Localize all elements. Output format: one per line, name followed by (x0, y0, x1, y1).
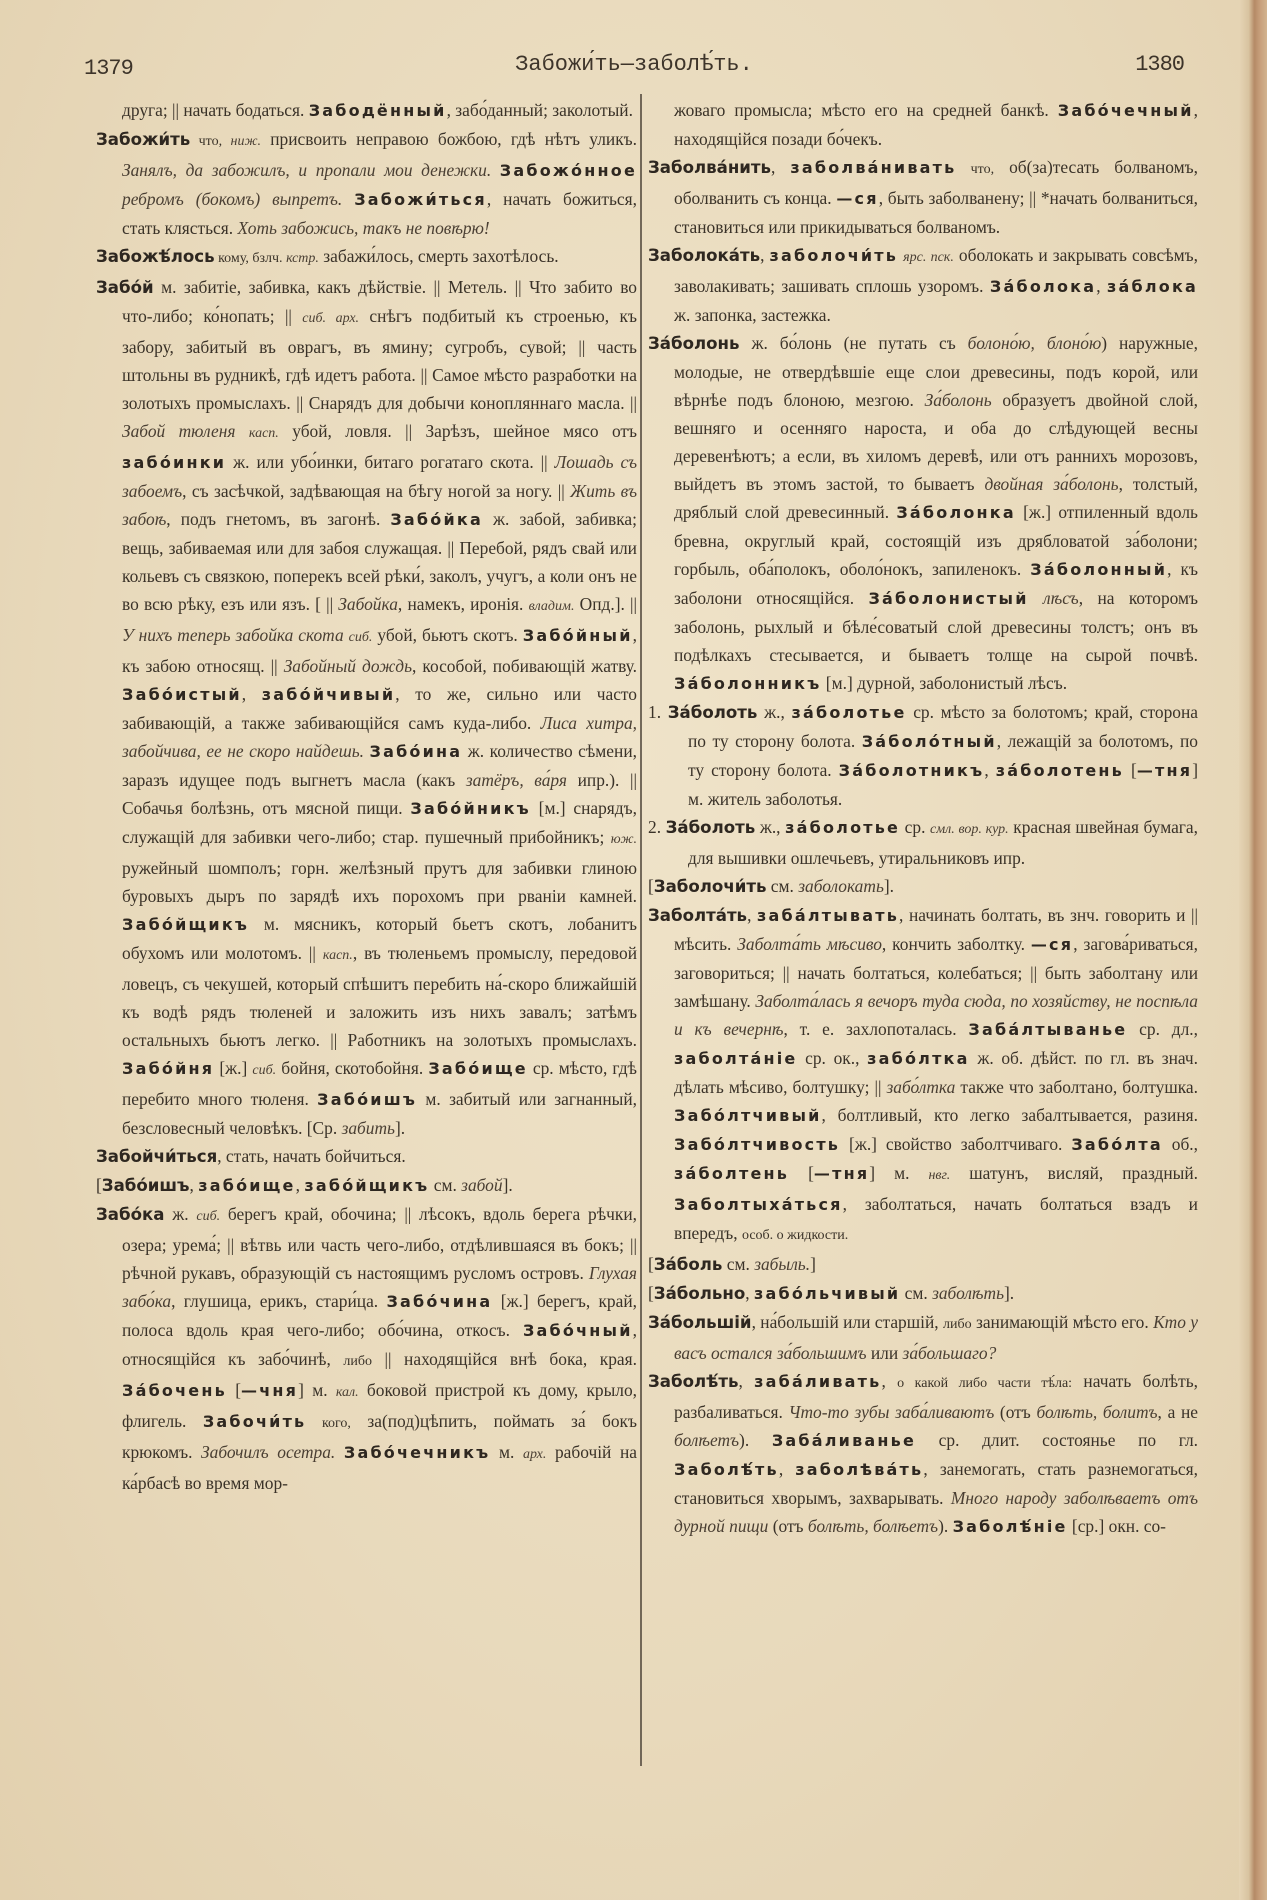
example-italic: Забой тюленя (122, 421, 236, 441)
example-italic: Много народу заболѣваетъ отъ дурной пищи (674, 1488, 1199, 1536)
definition-text: ). (739, 1430, 772, 1450)
definition-text: см. (722, 1254, 755, 1274)
example-italic: забой (461, 1175, 503, 1195)
definition-text: , забо́данный; заколотый. (446, 100, 633, 120)
definition-text: , къ заболони относящійся. (674, 559, 1198, 608)
definition-text: , въ тюленьемъ промыслу, передовой ловецъ, съ чекушей, который спѣшитъ перебить на́-скоро ближайшій къ водѣ рядъ тюленей и заложить изъ нихъ завалъ; затѣмъ остальныхъ бьютъ легко. || Работникъ на золотыхъ промыслахъ. (122, 943, 638, 1050)
headword: За́болоть (665, 818, 756, 837)
derived-headword: Заболѣ́ть (674, 1460, 779, 1479)
definition-text: ж. количество сѣмени, заразъ идущее подъ выгнетъ масла (какъ (122, 741, 637, 790)
definition-text: ] м. (298, 1380, 336, 1400)
derived-headword: забо́льчивый (754, 1284, 901, 1303)
derived-headword: За́боло́тный (861, 732, 997, 751)
definition-text: также что заболтано, болтушка. (955, 1077, 1198, 1097)
example-italic: У нихъ теперь забойка скота (122, 625, 344, 645)
definition-text: бойня, скотобойня. (276, 1058, 429, 1078)
derived-headword: Забочи́ть (202, 1412, 307, 1431)
derived-headword: За́болонный (1030, 560, 1168, 579)
derived-headword: Забо́йникъ (410, 799, 531, 818)
derived-headword: заба́ливать (754, 1372, 882, 1391)
definition-text: , (881, 1371, 898, 1391)
headword: Забо́ка (96, 1205, 165, 1224)
region-abbrev: сиб. арх. (302, 311, 360, 326)
derived-headword: Забо́йка (390, 510, 483, 529)
example-italic: лѣсъ (1043, 588, 1079, 608)
example-italic: заболѣть (932, 1283, 1004, 1303)
derived-headword: забо́йщикъ (304, 1176, 430, 1195)
definition-text: забажи́лось, смерть захотѣлось. (318, 246, 559, 266)
headword: Забо́ишъ (101, 1176, 190, 1195)
derived-headword: За́болотникъ (838, 761, 985, 780)
definition-text: об., (1162, 1134, 1198, 1154)
derived-headword: Забо́лта (1071, 1135, 1163, 1154)
dictionary-entry (648, 1279, 1198, 1308)
definition-text: , начинать болтать, въ знч. говорить и || мѣсить. (674, 905, 1198, 954)
definition-text: [ (648, 1254, 654, 1274)
definition-text: [ж.] свойство заболтчиваго. (840, 1134, 1072, 1154)
definition-text: [ (789, 1163, 814, 1183)
definition-text: м. забитіе, забивка, какъ дѣйствіе. || Метель. || Что забито во что-либо; ко́нопать; || (122, 277, 637, 326)
definition-text: см. (900, 1283, 933, 1303)
definition-text: , (771, 157, 791, 177)
definition-text: (отъ (994, 1402, 1037, 1422)
headword: Забожѣ́лось (96, 247, 215, 266)
definition-text: шатунъ, висляй, праздный. (950, 1163, 1199, 1183)
headword: За́болоть (667, 703, 758, 722)
example-italic: Что-то зубы заба́ливаютъ (788, 1402, 995, 1422)
definition-text: , стать, начать бойчиться. (217, 1146, 406, 1166)
derived-headword: За́бочень (122, 1381, 227, 1400)
derived-headword: забо́ище (198, 1176, 296, 1195)
definition-text: , намекъ, иронія. (397, 594, 529, 614)
definition-text: , (747, 905, 757, 925)
definition-text: , (738, 1371, 755, 1391)
definition-text: ж. запонка, застежка. (674, 305, 831, 325)
definition-text: ]. (1004, 1283, 1015, 1303)
definition-text: [м.] снарядъ, служащій для забивки чего-либо; стар. пушечный прибойникъ; (122, 798, 637, 847)
definition-text: друга; || начать бодаться. (122, 100, 309, 120)
definition-text: ] м. житель заболотья. (688, 760, 1199, 809)
derived-headword: Забо́лтчивый (674, 1106, 822, 1125)
region-abbrev: сиб. (348, 630, 373, 645)
definition-text: , (778, 1459, 796, 1479)
definition-text: , а не (1157, 1402, 1198, 1422)
definition-text: оболокать и закрывать совсѣмъ, заволакивать; зашивать сплошь узоромъ. (674, 245, 1199, 296)
definition-text: [ср.] окн. со- (1067, 1516, 1166, 1536)
example-italic: забить (341, 1118, 395, 1138)
definition-text: , на́большій или старшій, (751, 1312, 943, 1332)
derived-headword: Забо́йный (522, 626, 633, 645)
derived-headword: Забо́чечникъ (343, 1443, 491, 1462)
definition-text: [м.] дурной, заболонистый лѣсъ. (821, 673, 1068, 693)
example-italic: Жить въ забоѣ (122, 481, 638, 529)
definition-text: [ (648, 876, 654, 896)
definition-text: , толстый, дряблый слой древесинный. (674, 474, 1198, 522)
dictionary-entry (96, 1200, 637, 1497)
definition-text: боковой пристрой къ дому, крыло, флигель. (122, 1380, 637, 1431)
dictionary-entry (96, 1142, 637, 1171)
definition-text: образуетъ двойной слой, вешняго и осенняго нароста, и оба до слѣдующей весны деревенѣютъ; а если, въ хиломъ деревѣ, или отъ раннихъ морозовъ, выйдетъ въ этомъ застой, то бываетъ (674, 390, 1198, 494)
definition-text: , начать божиться, стать клясться. (122, 189, 638, 238)
page-header (84, 52, 1184, 86)
derived-headword: забо́лтка (867, 1049, 970, 1068)
example-italic: Забочилъ осетра. (201, 1442, 336, 1462)
derived-headword: Забо́ина (369, 742, 463, 761)
definition-text: , загова́риваться, заговориться; || начать болтаться, колебаться; || быть заболтану или замѣшану. (674, 934, 1198, 1011)
derived-headword: Забо́истый (122, 685, 242, 704)
definition-text: об(за)тесать болваномъ, оболванить съ конца. (674, 157, 1198, 208)
region-abbrev: владим. (528, 599, 575, 614)
definition-text: ж. бо́лонь (не путать съ (739, 333, 968, 353)
page-number-right: 1380 (1135, 52, 1184, 77)
dictionary-entry (96, 1171, 637, 1200)
headword: За́болонь (648, 334, 740, 353)
grammar-note: о какой либо части тѣ́ла: (897, 1376, 1073, 1391)
definition-text: ]. (394, 1118, 406, 1138)
example-italic: затёръ, ва́ря (465, 770, 567, 790)
definition-text (335, 1442, 344, 1462)
definition-text: Опд.]. || (574, 594, 638, 614)
definition-text: , относящійся къ забо́чинѣ, (122, 1320, 637, 1369)
example-italic: Заболта́лась я вечоръ туда сюда, по хозяйству, не поспѣла и къ вечернѣ (674, 991, 1198, 1039)
derived-headword: заболва́нивать (790, 158, 957, 177)
definition-text (235, 421, 248, 441)
definition-text: , т. е. захлопоталась. (783, 1019, 969, 1039)
definition-text: , (295, 1175, 305, 1195)
headword: Забойчи́ться (96, 1147, 218, 1166)
definition-text: убой, ловля. || Зарѣзъ, шейное мясо отъ (278, 421, 637, 441)
definition-text: м. мясникъ, который бьетъ скотъ, лобанитъ обухомъ или молотомъ. || (122, 914, 637, 963)
example-italic: Глухая забо́ка (122, 1263, 637, 1311)
example-italic: болоно́ю, блоно́ю (967, 333, 1102, 353)
grammar-note: кому, бзлч. (214, 251, 287, 266)
derived-headword: заболѣва́ть (795, 1460, 924, 1479)
derived-headword: За́болонка (896, 503, 1016, 522)
grammar-note: либо (343, 1354, 372, 1369)
continued-entry (648, 96, 1198, 153)
example-italic: болѣть, болѣетъ (807, 1516, 939, 1536)
definition-text: , находящійся позади бо́чекъ. (674, 100, 1198, 149)
derived-headword: —чня (241, 1381, 299, 1400)
region-abbrev: нвг. (928, 1168, 951, 1183)
derived-headword: за́болотье (785, 818, 901, 837)
definition-text: ж., (755, 817, 786, 837)
running-title: Забожи́ть—заболѣ́ть. (515, 52, 753, 77)
example-italic: Забойный дождь (283, 656, 412, 676)
example-italic: заболокать (798, 876, 884, 896)
example-italic: Забойка (338, 594, 398, 614)
definition-text: 1. (648, 702, 668, 722)
headword: Заболва́нить (648, 158, 772, 177)
headword: Заболта́ть (648, 906, 748, 925)
dictionary-entry (648, 813, 1198, 872)
example-italic: Занялъ, да забожилъ, и пропали мои денежки. (122, 160, 492, 180)
definition-text: ср. дл., (1127, 1019, 1198, 1039)
headword: За́больно (653, 1284, 746, 1303)
definition-text: ) наружные, молодые, не отвердѣвшіе еще слои древесины, подъ корой, или вѣрнѣе подъ блоною, мезгою. (674, 333, 1198, 410)
dictionary-entry (648, 1367, 1198, 1541)
definition-text: , кособой, побивающій жатву. (412, 656, 637, 676)
definition-text: , (745, 1283, 754, 1303)
dictionary-entry (648, 901, 1198, 1250)
definition-text: [ж.] отпиленный вдоль бревна, округлый край, состоящій изъ дрябловатой за́болони; горбыль, оба́полокъ, оболо́нокъ, запиленокъ. (674, 502, 1198, 579)
derived-headword: Заба́ливанье (771, 1431, 917, 1450)
definition-text: начать болѣть, разбаливаться. (674, 1371, 1198, 1422)
example-italic: забыль. (754, 1254, 811, 1274)
derived-headword: —ся (1030, 935, 1074, 954)
derived-headword: За́болонникъ (674, 674, 822, 693)
region-abbrev: ниж. (230, 134, 261, 149)
definition-text: ж. забой, забивка; вещь, забиваемая или для забоя служащая. || Перебой, рядъ свай или кольевъ съ связкою, поперекъ всей рѣки́, заколъ, учугъ, а коли онъ не во всю рѣку, езъ или язъ. [ || (122, 509, 637, 614)
definition-text: ж., (757, 702, 792, 722)
definition-text: , глушица, ерикъ, стари́ца. (171, 1291, 387, 1311)
headword: За́боль (653, 1255, 723, 1274)
dictionary-entry (96, 273, 637, 1142)
headword: Заболочи́ть (653, 877, 767, 896)
headword: Забожи́ть (96, 130, 191, 149)
example-italic: болѣть, болитъ (1036, 1402, 1158, 1422)
definition-text: , быть заболванену; || *начать болваниться, становиться или прикидываться болваномъ. (674, 188, 1199, 237)
region-abbrev: смл. вор. кур. (930, 822, 1009, 837)
derived-headword: Забо́чина (386, 1292, 493, 1311)
example-italic: Хоть забожись, такъ не повѣрю! (237, 218, 490, 238)
derived-headword: Забожо́нное (499, 161, 637, 180)
definition-text: см. (429, 1175, 462, 1195)
book-binding-edge (1239, 0, 1267, 1900)
definition-text: , занемогать, стать разнемогаться, становиться хворымъ, захварывать. (674, 1459, 1198, 1508)
definition-text: ср. ок., (797, 1048, 868, 1068)
derived-headword: заболочи́ть (769, 246, 899, 265)
headword: За́большій (648, 1313, 752, 1332)
definition-text: или (866, 1343, 903, 1363)
region-abbrev: кстр. (286, 251, 319, 266)
dictionary-entry (648, 1308, 1198, 1367)
grammar-note: либо (942, 1317, 972, 1332)
definition-text: берегъ край, обочина; || лѣсокъ, вдоль берега рѣчки, озера; урема́; || вѣтвь или часть чего-либо, отдѣлившаяся въ бокъ; || рѣчной рукавъ, образующій съ настоящимъ русломъ островъ. (122, 1204, 637, 1283)
definition-text: , (760, 245, 770, 265)
derived-headword: Заболтыха́ться (674, 1195, 843, 1214)
derived-headword: Забо́ище (428, 1059, 528, 1078)
example-italic: Кто у васъ остался за́большимъ (674, 1312, 1198, 1363)
derived-headword: за́болтень (674, 1164, 790, 1183)
definition-text: , на которомъ заболонь, рыхлый и бѣле́соватый слой древесины толстъ; онъ въ подѣлкахъ стесывается, и бываетъ толще на сырой почвѣ. (674, 588, 1198, 665)
derived-headword: Забо́чечный (1057, 101, 1194, 120)
headword: Забо́й (96, 278, 154, 297)
definition-text: ж. (164, 1204, 197, 1224)
dictionary-entry (96, 242, 637, 273)
continued-entry (96, 96, 637, 125)
column-divider (640, 94, 642, 1766)
example-italic: болѣетъ (674, 1430, 740, 1450)
derived-headword: Забо́йня (122, 1059, 215, 1078)
definition-text: , то же, сильно или часто забивающій, а также забивающійся самъ куда-либо. (122, 684, 637, 733)
definition-text: убой, бьютъ скотъ. (372, 625, 523, 645)
example-italic: ребромъ (бокомъ) выпретъ. (122, 189, 343, 209)
derived-headword: Забо́ишъ (317, 1090, 418, 1109)
definition-text: , (241, 684, 262, 704)
definition-text: , подъ гнетомъ, въ загонѣ. (166, 509, 391, 529)
definition-text: , (189, 1175, 199, 1195)
derived-headword: За́болонистый (868, 589, 1029, 608)
definition-text: м. забитый или загнанный, безсловесный человѣкъ. [Ср. (122, 1089, 637, 1138)
derived-headword: за́блока (1106, 277, 1199, 296)
definition-text: , кончить заболтку. (881, 934, 1031, 954)
derived-headword: Забодённый (308, 101, 447, 120)
region-abbrev: сиб. (252, 1063, 277, 1078)
grammar-note: кого, (306, 1416, 351, 1431)
definition-text: за(под)цѣпить, поймать за́ бокъ крюкомъ. (122, 1411, 638, 1462)
right-column (648, 96, 1198, 1541)
derived-headword: заба́лтывать (757, 906, 900, 925)
derived-headword: Заба́лтыванье (968, 1020, 1128, 1039)
derived-headword: —тня (1136, 761, 1193, 780)
dictionary-entry (648, 872, 1198, 901)
derived-headword: Заболѣ́ніе (952, 1517, 1068, 1536)
definition-text: ружейный шомполъ; горн. желѣзный прутъ для забивки глиною буровыхъ дыръ по зарядѣ ихъ порохомъ при рваніи камней. (122, 858, 637, 906)
example-italic: за́большаго? (902, 1343, 997, 1363)
definition-text: , заболтаться, начать болтаться взадъ и впередъ, (674, 1194, 1198, 1243)
definition-text: [ (96, 1175, 102, 1195)
definition-text: , къ забою относящ. || (122, 625, 637, 676)
definition-text: ж. или убо́инки, битаго рогатаго скота. || (226, 452, 555, 472)
definition-text: (отъ (768, 1516, 808, 1536)
example-italic: За́болонь (924, 390, 992, 410)
derived-headword: —тня (813, 1164, 870, 1183)
definition-text: [ (1123, 760, 1137, 780)
definition-text: ср. мѣсто, гдѣ перебито много тюленя. (122, 1058, 637, 1109)
definition-text: ). (938, 1516, 953, 1536)
grammar-note: особ. о жидкости. (741, 1228, 849, 1243)
grammar-note: что, (190, 134, 231, 149)
definition-text: ] м. (869, 1163, 929, 1183)
derived-headword: За́болока (989, 277, 1097, 296)
definition-text: [ (226, 1380, 242, 1400)
dictionary-entry (648, 698, 1198, 813)
definition-text: снѣгъ подбитый къ строенью, къ забору, забитый въ оврагъ, въ ямину; сугробъ, сувой; || часть штольны въ рудникѣ, гдѣ идетъ работа. || Самое мѣсто разработки на золотыхъ промыслахъ. || Снарядъ для добычи конопляннаго масла. || (122, 306, 637, 413)
derived-headword: Забо́чный (522, 1321, 633, 1340)
definition-text: см. (766, 876, 799, 896)
definition-text: [ж.] берегъ, край, полоса вдоль края чего-либо; обо́чина, откосъ. (122, 1291, 638, 1340)
dictionary-entry (648, 241, 1198, 329)
dictionary-entry (648, 153, 1198, 241)
example-italic: двойная за́болонь (984, 474, 1119, 494)
grammar-note: что, (956, 162, 995, 177)
dictionary-entry (96, 125, 637, 242)
derived-headword: забо́йчивый (261, 685, 396, 704)
definition-text: присвоить неправою божбою, гдѣ нѣтъ уликъ. (260, 129, 637, 149)
derived-headword: Забожи́ться (354, 190, 487, 209)
left-column (96, 96, 637, 1497)
derived-headword: за́болотень (995, 761, 1124, 780)
definition-text (1029, 588, 1043, 608)
headword: Заболока́ть (648, 246, 761, 265)
example-italic: забо́лтка (886, 1077, 956, 1097)
dictionary-entry (648, 329, 1198, 698)
page-number-left: 1379 (84, 56, 133, 81)
definition-text: , болтливый, кто легко забалтывается, разиня. (821, 1105, 1198, 1125)
derived-headword: —ся (836, 189, 879, 208)
definition-text: красная швейная бумага, для вышивки ошлечьевъ, утиральниковъ ипр. (688, 817, 1198, 868)
definition-text: , съ засѣчкой, задѣвающая на бѣгу ногой за ногу. || (182, 481, 571, 501)
definition-text: ср. мѣсто за болотомъ; край, сторона по ту сторону болота. (688, 702, 1199, 751)
region-abbrev: касп. (322, 948, 353, 963)
definition-text (342, 189, 354, 209)
definition-text: || находящійся внѣ бока, края. (371, 1349, 637, 1369)
region-abbrev: арх. (522, 1447, 547, 1462)
definition-text: м. (490, 1442, 523, 1462)
headword: Заболѣ́ть (648, 1372, 739, 1391)
definition-text: занимающій мѣсто его. (971, 1312, 1154, 1332)
definition-text: ж. об. дѣйст. по гл. въ знач. дѣлать мѣсиво, болтушку; || (674, 1048, 1198, 1097)
derived-headword: за́болотье (791, 703, 907, 722)
derived-headword: Забо́йщикъ (122, 915, 250, 934)
definition-text: , (1096, 276, 1107, 296)
example-italic: Заболта́ть мѣсиво (737, 934, 882, 954)
definition-text: жоваго промысла; мѣсто его на средней банкѣ. (674, 100, 1058, 120)
derived-headword: Забо́лтчивость (674, 1135, 841, 1154)
definition-text: ] (810, 1254, 816, 1274)
definition-text: [ (648, 1283, 654, 1303)
example-italic: Лиса хитра, забойчива, ее не скоро найдешь. (122, 713, 637, 761)
definition-text: ]. (502, 1175, 513, 1195)
definition-text: , лежащій за болотомъ, по ту сторону болота. (688, 731, 1198, 780)
dictionary-entry (648, 1250, 1198, 1279)
definition-text: ]. (883, 876, 894, 896)
definition-text: 2. (648, 817, 666, 837)
definition-text: , (984, 760, 996, 780)
example-italic: Лошадь съ забоемъ (122, 452, 637, 501)
definition-text (491, 160, 500, 180)
definition-text: [ж.] (214, 1058, 253, 1078)
region-abbrev: юж. (610, 832, 637, 847)
definition-text: ипр.). || Собачья болѣзнь, отъ мясной пищи. (122, 770, 637, 818)
derived-headword: забо́инки (122, 453, 227, 472)
region-abbrev: ярс. пск. (903, 250, 954, 265)
region-abbrev: кал. (335, 1385, 359, 1400)
derived-headword: заболта́ніе (674, 1049, 798, 1068)
definition-text: рабочій на ка́рбасѣ во время мор- (122, 1442, 637, 1493)
definition-text: ср. длит. состоянье по гл. (916, 1430, 1198, 1450)
region-abbrev: касп. (248, 426, 279, 441)
region-abbrev: сиб. (196, 1209, 221, 1224)
definition-text: ср. (900, 817, 931, 837)
